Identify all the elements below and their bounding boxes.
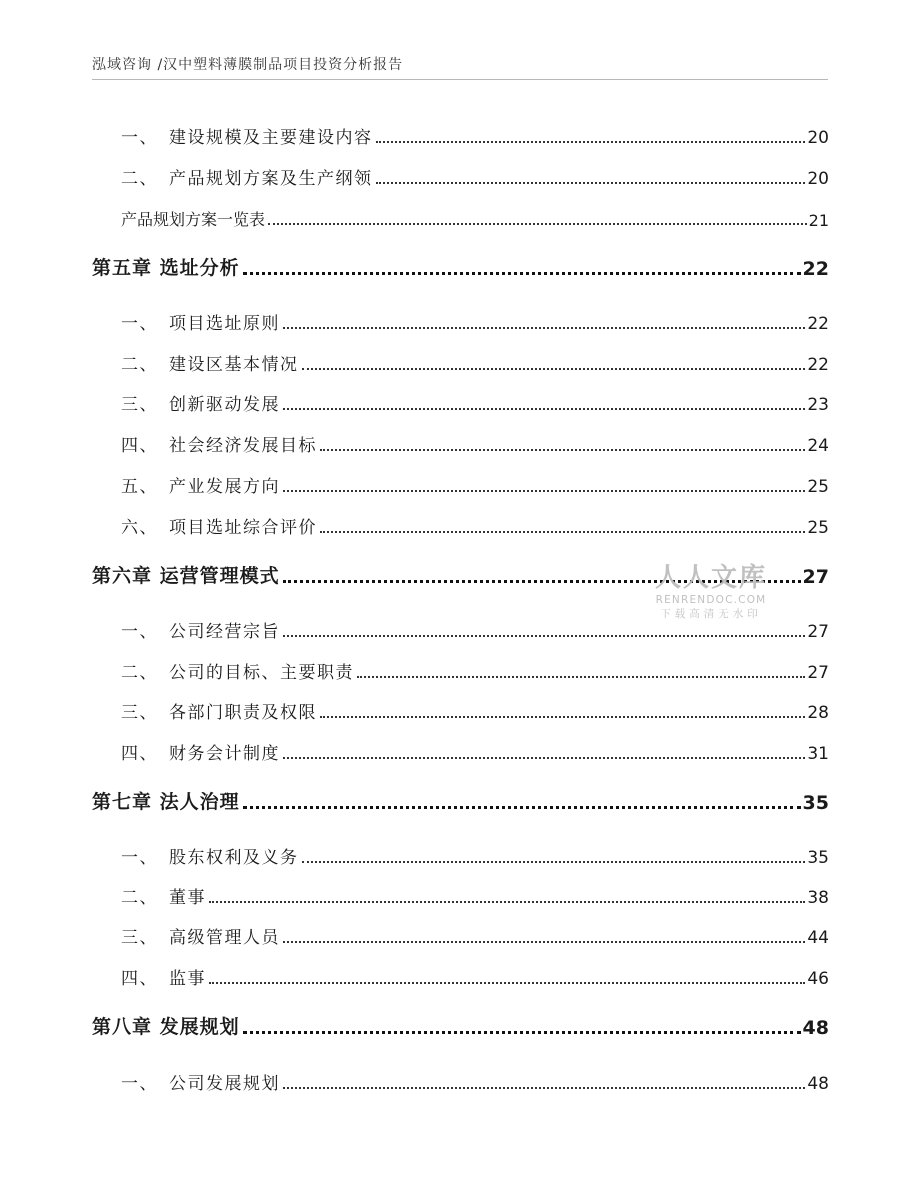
toc-entry[interactable] [92, 204, 829, 230]
dot-leader [376, 140, 806, 143]
toc-chapter[interactable] [92, 254, 829, 280]
toc-page-number: 20 [807, 169, 829, 189]
toc-page-number: 22 [807, 314, 829, 334]
toc-entry-text: 建设规模及主要建设内容 [169, 128, 373, 148]
toc-page-number: 28 [807, 703, 829, 723]
toc-entry-text: 高级管理人员 [169, 928, 280, 948]
toc-entry-marker: 一、 [121, 128, 158, 148]
toc-entry-text: 公司经营宗旨 [169, 622, 280, 642]
toc-entry-text: 产品规划方案一览表 [121, 210, 266, 229]
toc-chapter[interactable] [92, 788, 829, 814]
toc-page-number: 27 [802, 566, 829, 588]
toc-entry-label [92, 431, 317, 456]
toc-entry-text: 财务会计制度 [169, 744, 280, 764]
toc-entry-marker: 五、 [121, 477, 158, 497]
toc-entry-text: 第六章 运营管理模式 [92, 565, 280, 587]
dot-leader [283, 756, 805, 759]
toc-entry-label [92, 123, 373, 148]
toc-entry-label [92, 253, 240, 280]
toc-entry-label [92, 843, 299, 868]
toc-entry-text: 公司的目标、主要职责 [169, 663, 354, 683]
toc-page-number: 35 [802, 792, 829, 814]
toc-entry-text: 社会经济发展目标 [169, 436, 317, 456]
toc-entry-marker: 一、 [121, 314, 158, 334]
toc-entry-label [92, 883, 206, 908]
toc-entry[interactable] [92, 512, 829, 538]
dot-leader [209, 900, 805, 903]
toc-chapter[interactable] [92, 1013, 829, 1039]
toc-page-number: 25 [807, 477, 829, 497]
toc-entry-text: 公司发展规划 [169, 1074, 280, 1094]
toc-entry-text: 第八章 发展规划 [92, 1016, 240, 1038]
toc-page-number: 27 [807, 622, 829, 642]
toc-page-number: 25 [807, 518, 829, 538]
toc-entry-text: 各部门职责及权限 [169, 703, 317, 723]
toc-entry-marker: 一、 [121, 848, 158, 868]
toc-entry-marker: 三、 [121, 928, 158, 948]
toc-entry-label [92, 617, 280, 642]
toc-entry-marker: 一、 [121, 622, 158, 642]
toc-entry-text: 项目选址综合评价 [169, 518, 317, 538]
toc-entry[interactable] [92, 163, 829, 189]
toc-entry-marker: 六、 [121, 518, 158, 538]
toc-entry-label [92, 309, 280, 334]
toc-page-number: 44 [807, 928, 829, 948]
toc-entry-label [92, 390, 280, 415]
toc-entry-label [92, 923, 280, 948]
toc-entry[interactable] [92, 122, 829, 148]
dot-leader [320, 715, 805, 718]
toc-entry-marker: 四、 [121, 744, 158, 764]
watermark-tagline: 下载高清无水印 [660, 608, 762, 620]
toc-page-number: 20 [807, 128, 829, 148]
toc-entry[interactable] [92, 697, 829, 723]
dot-leader [283, 1086, 805, 1089]
toc-entry-text: 第七章 法人治理 [92, 791, 240, 813]
dot-leader [302, 367, 806, 370]
toc-entry[interactable] [92, 922, 829, 948]
dot-leader [283, 940, 805, 943]
toc-entry-label [92, 964, 206, 989]
toc-page-number: 48 [807, 1074, 829, 1094]
toc-entry-marker: 三、 [121, 703, 158, 723]
toc-entry-marker: 二、 [121, 169, 158, 189]
toc-entry[interactable] [92, 430, 829, 456]
toc-entry-label [92, 472, 280, 497]
toc-entry-text: 监事 [169, 969, 206, 989]
toc-entry-marker: 一、 [121, 1074, 158, 1094]
toc-entry-marker: 二、 [121, 888, 158, 908]
page-header: 泓域咨询 /汉中塑料薄膜制品项目投资分析报告 [92, 57, 404, 73]
dot-leader [243, 805, 801, 809]
toc-page-number: 27 [807, 663, 829, 683]
toc-entry-text: 项目选址原则 [169, 314, 280, 334]
toc-entry-text: 产业发展方向 [169, 477, 280, 497]
toc-page-number: 46 [807, 969, 829, 989]
toc-page-number: 23 [807, 395, 829, 415]
toc-entry-label [92, 561, 280, 588]
toc-page-number: 24 [807, 436, 829, 456]
toc-page-number: 22 [807, 355, 829, 375]
dot-leader [268, 222, 807, 225]
toc-entry-label [92, 207, 265, 230]
toc-entry[interactable] [92, 308, 829, 334]
toc-entry-label [92, 658, 354, 683]
toc-entry-label [92, 350, 299, 375]
toc-entry-marker: 二、 [121, 355, 158, 375]
toc-entry-text: 产品规划方案及生产纲领 [169, 169, 373, 189]
dot-leader [302, 860, 806, 863]
header-divider [92, 79, 828, 80]
toc-entry-marker: 四、 [121, 969, 158, 989]
toc-entry-text: 股东权利及义务 [169, 848, 299, 868]
toc-entry-text: 建设区基本情况 [169, 355, 299, 375]
dot-leader [283, 407, 805, 410]
toc-entry[interactable] [92, 349, 829, 375]
toc-page-number: 48 [802, 1017, 829, 1039]
dot-leader [357, 675, 805, 678]
toc-entry-text: 第五章 选址分析 [92, 257, 240, 279]
toc-entry-label [92, 787, 240, 814]
toc-entry-text: 董事 [169, 888, 206, 908]
toc-page-number: 22 [802, 258, 829, 280]
toc-entry[interactable] [92, 471, 829, 497]
toc-entry[interactable] [92, 389, 829, 415]
toc-entry-label [92, 164, 373, 189]
dot-leader [243, 271, 801, 275]
toc-page-number: 21 [808, 211, 829, 230]
dot-leader [209, 981, 805, 984]
toc-entry-marker: 二、 [121, 663, 158, 683]
toc-entry-label [92, 513, 317, 538]
toc-page-number: 38 [807, 888, 829, 908]
toc-entry-label [92, 1012, 240, 1039]
toc-entry-marker: 三、 [121, 395, 158, 415]
dot-leader [320, 448, 805, 451]
dot-leader [283, 634, 805, 637]
toc-entry[interactable] [92, 1068, 829, 1094]
dot-leader [283, 326, 805, 329]
toc-entry[interactable] [92, 657, 829, 683]
toc-entry-label [92, 698, 317, 723]
watermark [649, 563, 773, 621]
toc-entry-label [92, 1069, 280, 1094]
watermark-url: RENRENDOC.COM [655, 594, 767, 606]
dot-leader [320, 530, 805, 533]
toc-entry[interactable] [92, 842, 829, 868]
toc-page-number: 35 [807, 848, 829, 868]
toc-entry-marker: 四、 [121, 436, 158, 456]
toc-page-number: 31 [807, 744, 829, 764]
toc-entry[interactable] [92, 882, 829, 908]
toc-entry-text: 创新驱动发展 [169, 395, 280, 415]
toc-entry[interactable] [92, 738, 829, 764]
toc-entry-label [92, 739, 280, 764]
dot-leader [376, 181, 806, 184]
watermark-brand: 人人文库 [654, 563, 767, 593]
dot-leader [283, 489, 805, 492]
toc-entry[interactable] [92, 963, 829, 989]
dot-leader [243, 1030, 801, 1034]
